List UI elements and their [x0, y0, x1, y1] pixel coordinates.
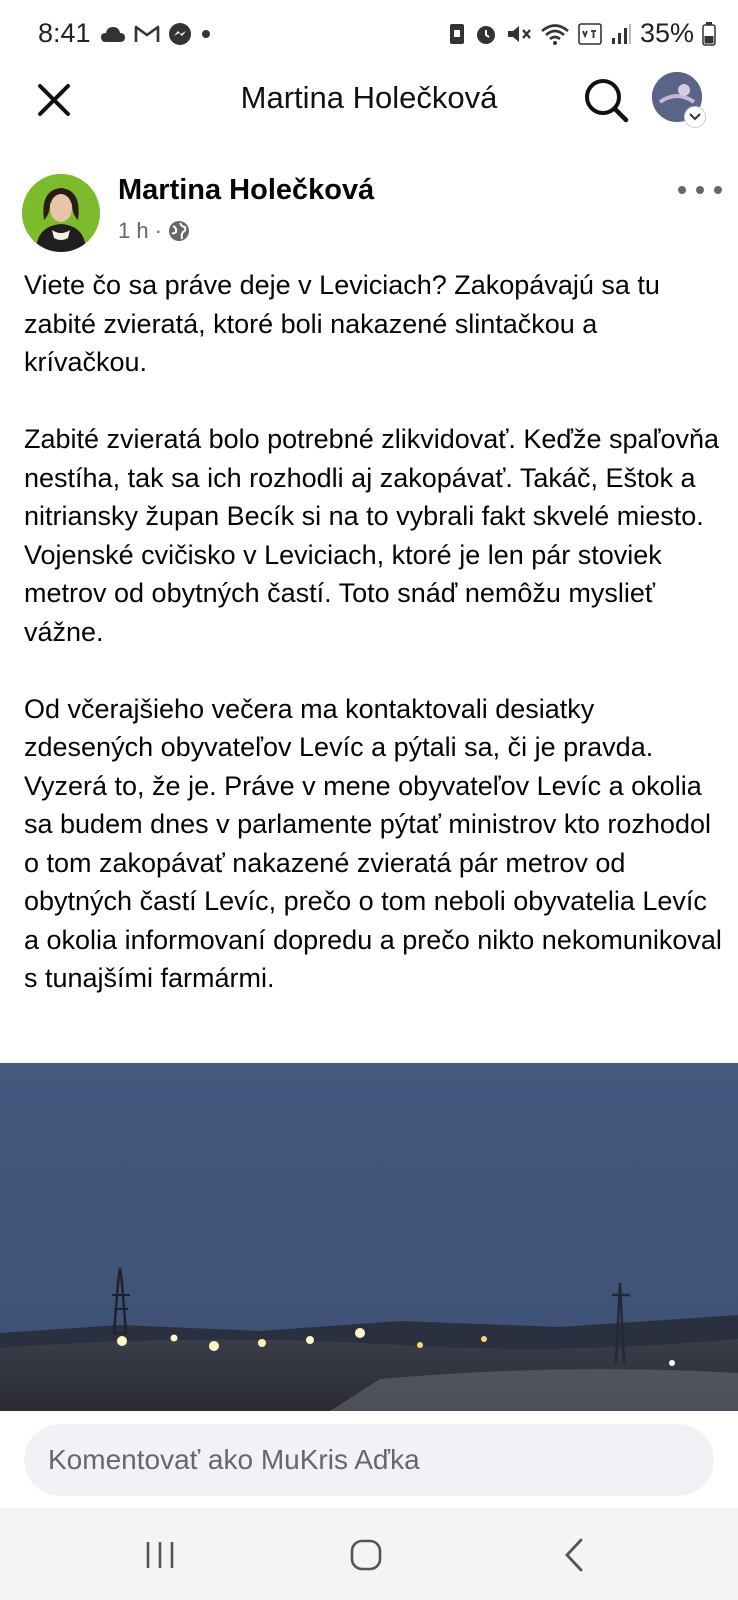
battery-icon	[702, 22, 716, 46]
cloud-icon	[100, 25, 126, 43]
more-dot-icon	[696, 186, 704, 194]
post-meta	[118, 218, 190, 244]
alarm-icon	[474, 22, 498, 46]
volte-icon	[578, 22, 602, 46]
post-paragraph: Zabité zvieratá bolo potrebné zlikvidovať. Keďže spaľovňa nestíha, tak sa ich rozhodli aj zakopávať. Takáč, Eštok a nitriansky župan Becík si na to vybrali fakt skvelé miesto. Vojenské cvičisko v Leviciach, ktoré je len pár stoviek metrov od obytných častí. Toto snáď nemôžu myslieť vážne.	[24, 424, 719, 647]
messenger-icon	[168, 22, 192, 46]
profile-menu-button[interactable]	[652, 72, 702, 122]
comment-bar	[0, 1411, 738, 1508]
battery-percent: 35%	[639, 18, 694, 48]
post-paragraph: Od včerajšieho večera ma kontaktovali desiatky zdesených obyvateľov Levíc a pýtali sa, či je pravda. Vyzerá to, že je. Práve v mene obyvateľov Levíc a okolia sa budem dnes v parlamente pýtať ministrov kto rozhodol o tom zakopávať nakazené zvieratá pár metrov od obytných častí Levíc, prečo o tom neboli obyvatelia Levíc a okolia informovaní dopredu a prečo nikto nekomunikoval s tunajšími farmármi.	[24, 693, 722, 993]
post-header	[22, 172, 722, 252]
wifi-icon	[540, 22, 570, 46]
mute-icon	[506, 22, 532, 46]
app-header	[0, 70, 738, 148]
post-body	[24, 266, 724, 1036]
search-icon	[580, 74, 632, 126]
status-right-icons	[448, 18, 716, 49]
home-icon	[348, 1537, 384, 1573]
status-left-icons	[100, 22, 212, 46]
dot-icon	[200, 28, 212, 40]
post-photo[interactable]	[0, 1063, 738, 1411]
search-button[interactable]	[580, 74, 632, 126]
recent-apps-button[interactable]	[130, 1530, 190, 1580]
chevron-down-icon	[684, 106, 706, 128]
author-name[interactable]: Martina Holečková	[118, 174, 375, 206]
more-options-button[interactable]	[678, 178, 722, 202]
status-time: 8:41	[38, 18, 91, 48]
system-nav-bar	[0, 1508, 738, 1600]
sim-icon	[448, 21, 466, 47]
back-icon	[559, 1537, 589, 1573]
gmail-icon	[134, 24, 160, 44]
page-title: Martina Holečková	[240, 80, 498, 115]
home-button[interactable]	[336, 1530, 396, 1580]
post-time[interactable]: 1 h	[118, 218, 149, 243]
more-dot-icon	[678, 186, 686, 194]
status-bar	[0, 0, 738, 70]
more-dot-icon	[714, 186, 722, 194]
post-paragraph: Viete čo sa práve deje v Leviciach? Zakopávajú sa tu zabité zvieratá, ktoré boli nakazené slintačkou a krívačkou.	[24, 270, 660, 377]
author-avatar[interactable]	[22, 174, 100, 252]
comment-input[interactable]	[24, 1424, 714, 1496]
meta-separator: ·	[154, 218, 162, 243]
recent-apps-icon	[143, 1539, 177, 1571]
back-button[interactable]	[544, 1530, 604, 1580]
signal-icon	[610, 23, 632, 45]
globe-icon	[168, 220, 190, 242]
